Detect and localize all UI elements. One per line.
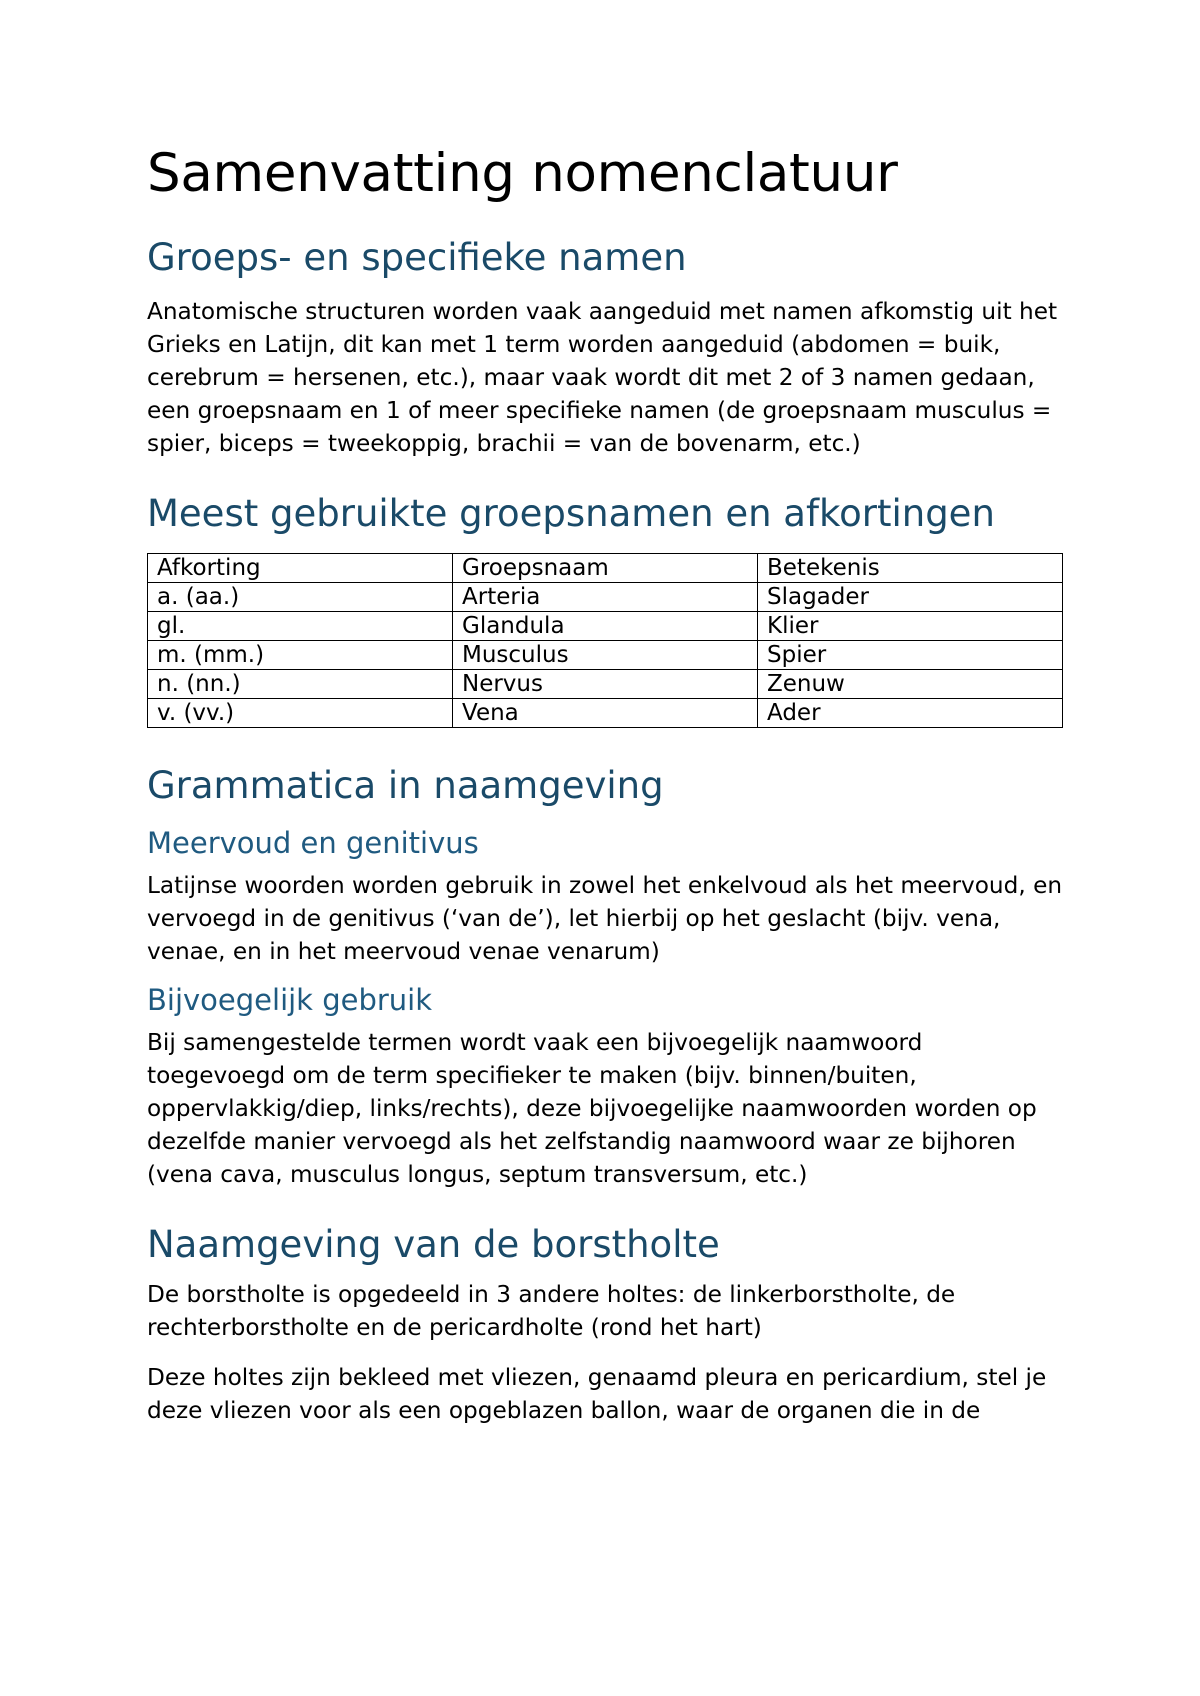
paragraph-borstholte-2: Deze holtes zijn bekleed met vliezen, genaamd pleura en pericardium, stel je deze vliezen voor als een opgeblazen ballon, waar de organen die in de [147, 1364, 1047, 1424]
table-cell: n. (nn.) [148, 670, 453, 699]
table-header-cell: Afkorting [148, 554, 453, 583]
table-row [148, 612, 1063, 641]
heading-borstholte: Naamgeving van de borstholte [147, 1223, 720, 1266]
table-cell: v. (vv.) [148, 699, 453, 728]
table-cell: a. (aa.) [148, 583, 453, 612]
table-cell: gl. [148, 612, 453, 641]
subheading-bijvoegelijk-gebruik: Bijvoegelijk gebruik [147, 983, 433, 1017]
table-cell: Vena [453, 699, 758, 728]
table-cell: Nervus [453, 670, 758, 699]
table-cell: Spier [758, 641, 1063, 670]
table-cell: Zenuw [758, 670, 1063, 699]
table-header-cell: Groepsnaam [453, 554, 758, 583]
paragraph-groeps-en-specifieke-namen: Anatomische structuren worden vaak aangeduid met namen afkomstig uit het Grieks en Latijn, dit kan met 1 term worden aangeduid (abdomen = buik, cerebrum = hersenen, etc.), maar vaak wordt dit met 2 of 3 namen gedaan, een groepsnaam en 1 of meer specifieke namen (de groepsnaam musculus = spier, biceps = tweekoppig, brachii = van de bovenarm, etc.) [147, 298, 1058, 457]
subheading-meervoud-genitivus: Meervoud en genitivus [147, 826, 479, 860]
table-row [148, 583, 1063, 612]
table-cell: m. (mm.) [148, 641, 453, 670]
table-header-cell: Betekenis [758, 554, 1063, 583]
table-cell: Glandula [453, 612, 758, 641]
heading-grammatica: Grammatica in naamgeving [147, 764, 664, 807]
table-row [148, 641, 1063, 670]
heading-groeps-en-specifieke-namen: Groeps- en specifieke namen [147, 236, 687, 279]
paragraph-bijvoegelijk-gebruik: Bij samengestelde termen wordt vaak een bijvoegelijk naamwoord toegevoegd om de term specifieker te maken (bijv. binnen/buiten, oppervlakkig/diep, links/rechts), deze bijvoegelijke naamwoorden worden op dezelfde manier vervoegd als het zelfstandig naamwoord waar ze bijhoren (vena cava, musculus longus, septum transversum, etc.) [147, 1029, 1037, 1188]
table-cell: Slagader [758, 583, 1063, 612]
document-page [147, 140, 1063, 1427]
table-cell: Ader [758, 699, 1063, 728]
table-row [148, 670, 1063, 699]
table-cell: Musculus [453, 641, 758, 670]
heading-groepsnamen-afkortingen: Meest gebruikte groepsnamen en afkortingen [147, 492, 995, 535]
abbreviation-table [147, 553, 1063, 728]
table-cell: Klier [758, 612, 1063, 641]
document-title: Samenvatting nomenclatuur [147, 143, 898, 204]
table-cell: Arteria [453, 583, 758, 612]
table-row [148, 699, 1063, 728]
paragraph-meervoud-genitivus: Latijnse woorden worden gebruik in zowel het enkelvoud als het meervoud, en vervoegd in de genitivus (‘van de’), let hierbij op het geslacht (bijv. vena, venae, en in het meervoud venae venarum) [147, 872, 1063, 965]
paragraph-borstholte-1: De borstholte is opgedeeld in 3 andere holtes: de linkerborstholte, de rechterborstholte en de pericardholte (rond het hart) [147, 1281, 956, 1341]
table-header-row [148, 554, 1063, 583]
